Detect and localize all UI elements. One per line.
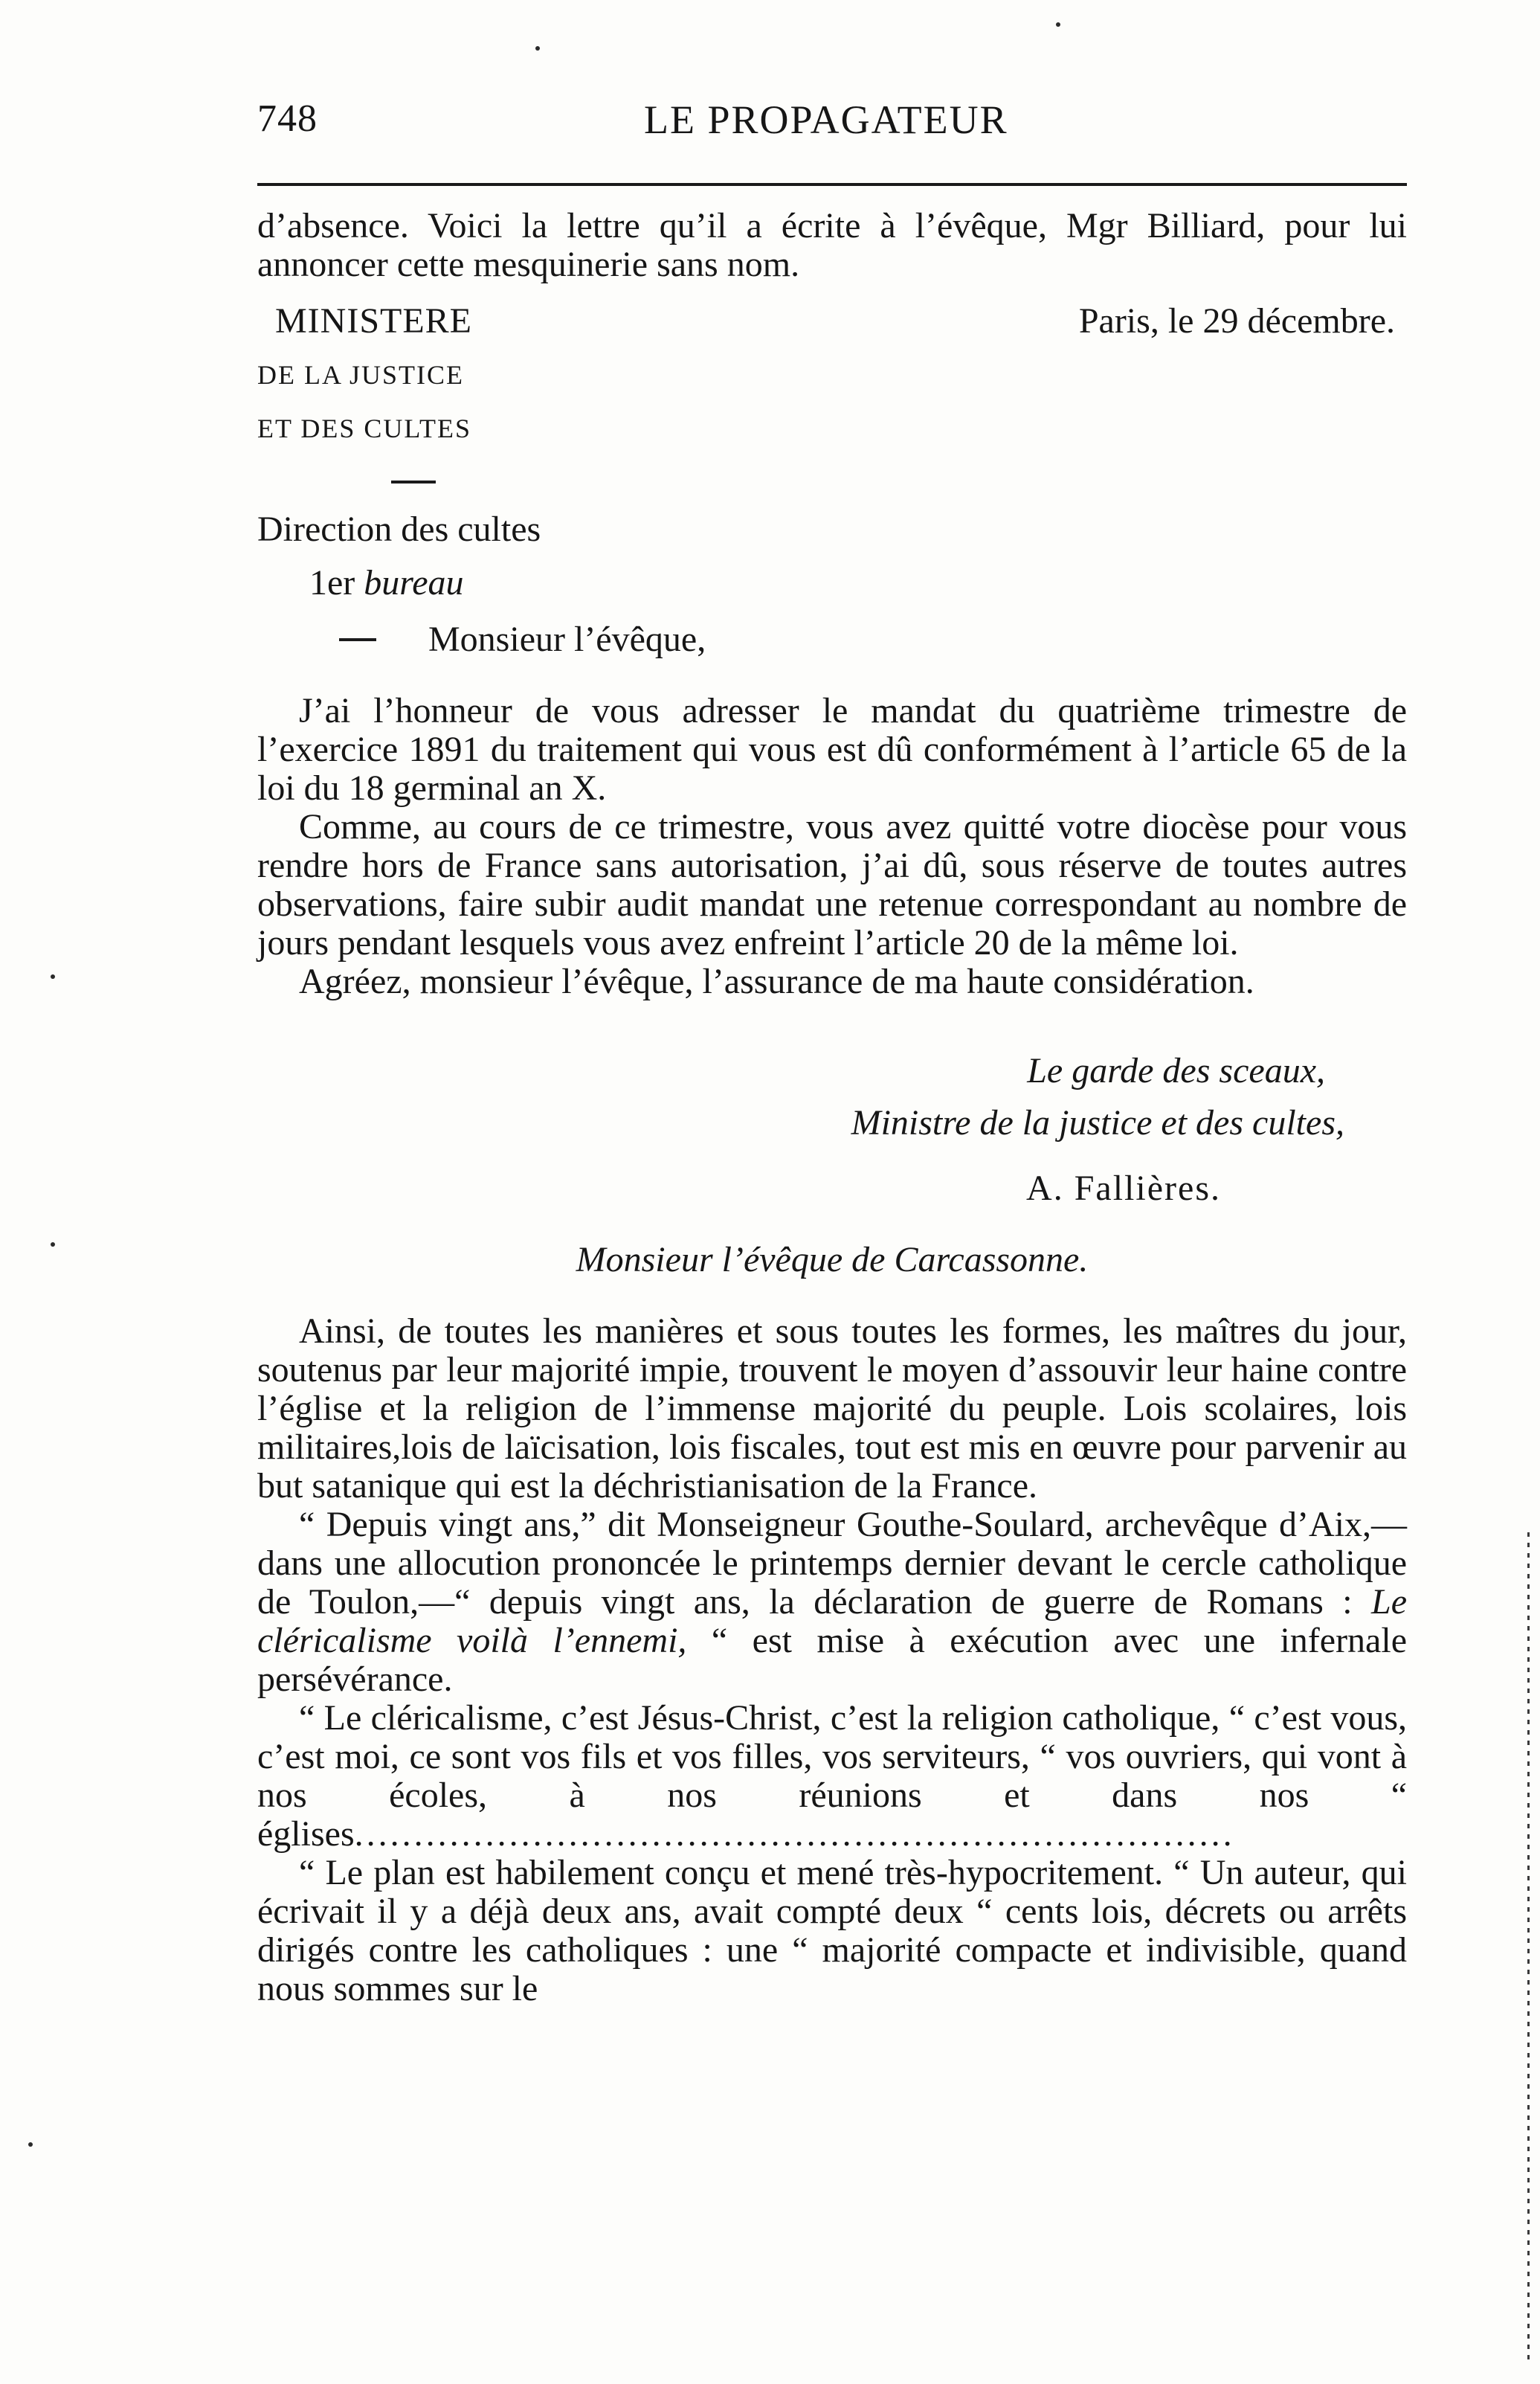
quote-1-text: “ Depuis vingt ans,” dit Monseigneur Gouthe-Soulard, archevêque d’Aix,—dans une allocution prononcée le printemps dernier devant le cercle catholique de Toulon,—“ depuis vingt ans, la déclaration de guerre de Romans :	[257, 1505, 1407, 1622]
ministry-line-justice: DE LA JUSTICE	[257, 360, 464, 390]
page-body	[257, 207, 1407, 2008]
quote-2-ellipsis: ..........................................................................	[354, 1814, 1235, 1854]
quote-1-emphasis: Le cléricalisme voilà l’ennemi,	[257, 1582, 1408, 1660]
quote-paragraph-2	[257, 1699, 1407, 1854]
letter-paragraph-1: J’ai l’honneur de vous adresser le mandat du quatrième trimestre de l’exercice 1891 du traitement qui vous est dû conformément à l’article 65 de la loi du 18 germinal an X.	[257, 691, 1407, 808]
ministry-line-cultes: ET DES CULTES	[257, 414, 472, 443]
quote-paragraph-3: “ Le plan est habilement conçu et mené très-hypocritement. “ Un auteur, qui écrivait il y a déjà deux ans, avait compté deux “ cents lois, décrets ou arrêts dirigés contre les catholiques : une “ majorité compacte et indivisible, quand nous sommes sur le	[257, 1853, 1407, 2008]
salutation-row	[257, 620, 1407, 659]
scan-speck	[1056, 22, 1060, 27]
scan-speck	[51, 974, 55, 979]
signoff-line-2: Ministre de la justice et des cultes,	[851, 1103, 1344, 1143]
scan-speck	[28, 2142, 33, 2147]
header-rule	[257, 183, 1407, 186]
bureau-number: 1er	[309, 563, 355, 603]
bureau-label: bureau	[364, 563, 464, 603]
bureau-line	[257, 564, 1407, 603]
direction-line: Direction des cultes	[257, 510, 541, 549]
quote-1-continuation: “ est mise à exécution avec une infernale persévérance.	[257, 1621, 1408, 1699]
letter-paragraph-3: Agréez, monsieur l’évêque, l’assurance de ma haute considération.	[299, 962, 1254, 1001]
scan-speck	[535, 46, 540, 51]
page-number: 748	[257, 97, 318, 140]
salutation-dash	[339, 638, 376, 641]
signoff-line-1: Le garde des sceaux,	[1027, 1051, 1325, 1090]
salutation: Monsieur l’évêque,	[428, 620, 706, 659]
scan-speck	[51, 1242, 55, 1247]
quote-2-text: “ Le cléricalisme, c’est Jésus-Christ, c’est la religion catholique, “ c’est vous, c’est moi, ce sont vos fils et vos filles, vos serviteurs, “ vos ouvriers, qui vont à nos écoles, à nos réunions et dans nos “ églises	[257, 1698, 1407, 1854]
ministry-divider	[391, 481, 436, 483]
intro-paragraph: d’absence. Voici la lettre qu’il a écrite à l’évêque, Mgr Billiard, pour lui annoncer cette mesquinerie sans nom.	[257, 206, 1407, 284]
signer-name: A. Fallières.	[1026, 1169, 1221, 1208]
quote-paragraph-1	[257, 1506, 1407, 1699]
letter-paragraph-2: Comme, au cours de ce trimestre, vous avez quitté votre diocèse pour vous rendre hors de France sans autorisation, j’ai dû, sous réserve de toutes autres observations, faire subir audit mandat une retenue correspondant au nombre de jours pendant lesquels vous avez enfreint l’article 20 de la même loi.	[257, 807, 1407, 963]
letter-dateline	[257, 302, 1407, 341]
page-header	[257, 97, 1407, 149]
letter-date: Paris, le 29 décembre.	[1078, 301, 1395, 341]
margin-scan-mark	[1527, 1532, 1530, 2365]
commentary-paragraph: Ainsi, de toutes les manières et sous toutes les formes, les maîtres du jour, soutenus par leur majorité impie, trouvent le moyen d’assouvir leur haine contre l’église et la religion de l’immense majorité du peuple. Lois scolaires, lois militaires,lois de laïcisation, lois fiscales, tout est mis en œuvre pour parvenir au but satanique qui est la déchristianisation de la France.	[257, 1311, 1407, 1506]
ministry-heading: MINISTERE	[275, 301, 472, 341]
addressee: Monsieur l’évêque de Carcassonne.	[576, 1240, 1089, 1279]
running-title: LE PROPAGATEUR	[644, 97, 1008, 142]
